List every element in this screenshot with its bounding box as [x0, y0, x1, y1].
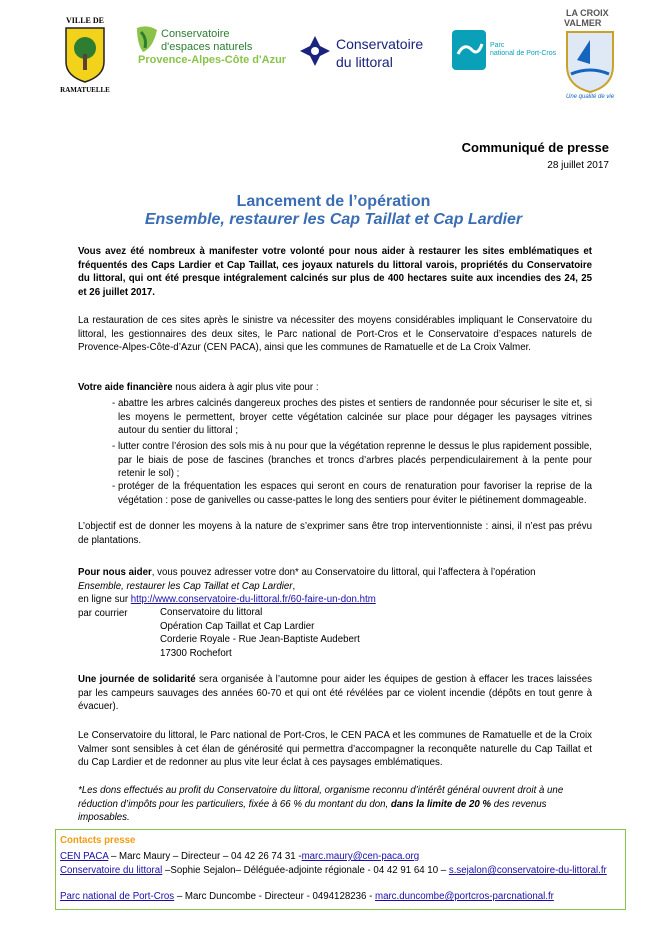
contact-details: – Marc Maury – Directeur – 04 42 26 74 31 - — [108, 851, 302, 862]
contact-details: –Sophie Sejalon– Déléguée-adjointe régionale - 04 42 91 64 10 – — [162, 865, 449, 876]
financial-aid-rest: nous aidera à agir plus vite pour : — [172, 382, 319, 393]
bullet-dash: - — [112, 441, 116, 452]
solidarity-rest: sera organisée à l’automne pour aider les équipes de gestion à effacer les traces laissées par les campeurs sauvages des années 60-70 et qui ont été révélées par ce violent incendie (dépôts en tout genre à évacuer). — [78, 674, 592, 712]
mail-label: par courrier — [78, 607, 128, 619]
financial-aid-bold: Votre aide financière — [78, 382, 173, 393]
mail-address — [160, 606, 360, 660]
donation-bold: Pour nous aider — [78, 567, 152, 578]
address-line: Opération Cap Taillat et Cap Lardier — [160, 620, 315, 632]
financial-aid-intro — [78, 381, 592, 395]
partners-paragraph: Le Conservatoire du littoral, le Parc national de Port-Cros, le CEN PACA et les communes de Ramatuelle et de la Croix Valmer sont sensibles à cet élan de générosité qui permettra d’accompagner la reconquête naturelle du Cap Taillat et du Cap Lardier et de redonner au plus vite leur éclat à ces paysages emblématiques. — [78, 730, 592, 768]
operation-comma: , — [292, 580, 296, 592]
bullet-text: protéger de la fréquentation les espaces qui seront en cours de renaturation pour favoriser la reprise de la végétation : pose de ganivelles ou casse-pattes le long des sentiers pour éviter le piétinement dommageable. — [118, 481, 592, 506]
cen-leaf-icon — [135, 24, 159, 54]
logo-bar — [0, 0, 667, 110]
contact-details: – Marc Duncombe - Directeur - 0494128236 - — [174, 891, 375, 902]
conservatoire-littoral-logo — [296, 30, 436, 74]
lcv-shield-icon — [565, 30, 615, 94]
contacts-heading: Contacts presse — [60, 835, 136, 846]
contact-conservatoire — [60, 865, 620, 877]
pnpc-text — [490, 42, 556, 58]
title-line1: Lancement de l’opération — [236, 193, 431, 210]
restoration-paragraph: La restauration de ces sites après le sinistre va nécessiter des moyens considérables impliquant le Conservatoire du littoral, les gestionnaires des deux sites, le Parc national de Port-Cros et le Conservatoire d’espaces naturels de Provence-Alpes-Côte-d’Azur (CEN PACA), ainsi que les communes de Ramatuelle et de La Croix Valmer. — [78, 315, 592, 353]
cen-line1: Conservatoire — [161, 28, 230, 40]
cen-line3: Provence-Alpes-Côte d'Azur — [138, 54, 287, 66]
ramatuelle-top-text: VILLE DE — [65, 16, 105, 25]
press-release-label: Communiqué de presse — [461, 140, 609, 155]
contact-org-link[interactable]: Parc national de Port-Cros — [60, 891, 175, 902]
parc-national-port-cros-logo — [452, 28, 557, 76]
footnote-end: des revenus imposables. — [78, 798, 547, 823]
address-line: Corderie Royale - Rue Jean-Baptiste Audebert — [160, 634, 360, 645]
contact-email-link[interactable]: marc.duncombe@portcros-parcnational.fr — [375, 891, 554, 902]
ramatuelle-bottom-text: RAMATUELLE — [60, 86, 110, 94]
bullet-text: abattre les arbres calcinés dangereux proches des pistes et sentiers de randonnée pour sécuriser le site et, si les moyens le permettent, broyer cette végétation calcinée sur place pour dégager les paysages vitrines autour du sentier du littoral ; — [118, 398, 592, 436]
donation-rest: , vous pouvez adresser votre don* au Conservatoire du littoral, qui l’affectera à l’opération — [151, 567, 536, 578]
bullet-dash: - — [112, 398, 116, 409]
address-line: Conservatoire du littoral — [160, 607, 263, 618]
pnpc-wave-icon — [452, 28, 488, 72]
address-line: 17300 Rochefort — [160, 647, 232, 659]
footnote-bold: dans la limite de 20 % — [390, 798, 492, 810]
pnpc-line1: Parc — [490, 42, 505, 49]
solidarity-bold: Une journée de solidarité — [78, 674, 196, 685]
cdl-flower-icon — [298, 34, 332, 68]
lcv-line2: VALMER — [564, 18, 602, 28]
donation-link[interactable]: http://www.conservatoire-du-littoral.fr/60-faire-un-don.htm — [130, 594, 376, 605]
online-label: en ligne sur — [78, 594, 131, 605]
title-line2: Ensemble, restaurer les Cap Taillat et Cap Lardier — [144, 211, 523, 228]
pnpc-line2: national de Port-Cros — [490, 50, 557, 57]
bullet-dash: - — [112, 481, 116, 492]
tax-footnote — [78, 784, 592, 825]
contact-org-link[interactable]: Conservatoire du littoral — [60, 865, 163, 876]
contact-email-link[interactable]: marc.maury@cen-paca.org — [301, 851, 420, 862]
cdl-line1: Conservatoire — [336, 36, 424, 52]
cen-paca-logo — [135, 22, 285, 72]
bullet-item — [112, 480, 592, 507]
solidarity-day-paragraph — [78, 673, 592, 714]
contact-cen-paca — [60, 851, 620, 863]
cdl-line2: du littoral — [336, 54, 393, 70]
press-date: 28 juillet 2017 — [547, 160, 609, 171]
objective-paragraph: L’objectif est de donner les moyens à la nature de s’exprimer sans être trop interventionniste : ainsi, il n’est pas prévu de plantations. — [78, 521, 592, 546]
bullet-item — [112, 397, 592, 438]
bullet-text: lutter contre l’érosion des sols mis à nu pour que la végétation reprenne le dessus le plus rapidement possible, par le biais de pose de fascines (branches et troncs d’arbres placés perpendiculairement à la pente pour retenir le sol) ; — [118, 441, 592, 479]
lcv-slogan: Une qualité de vie — [566, 94, 615, 100]
operation-name: Ensemble, restaurer les Cap Taillat et Cap Lardier — [78, 580, 293, 592]
contact-port-cros — [60, 891, 620, 903]
footnote-start: *Les dons effectués au profit du Conservatoire du littoral, organisme reconnu d’intérêt général ouvrent droit à une réduction d’impôts pour les particuliers, fixée à 66 % du montant du don, — [78, 785, 564, 810]
contact-email-link[interactable]: s.sejalon@conservatoire-du-littoral.fr — [448, 865, 607, 876]
lcv-line1: LA CROIX — [566, 8, 609, 18]
press-contacts-box — [55, 829, 626, 910]
contact-org-link[interactable]: CEN PACA — [60, 851, 109, 862]
bullet-item — [112, 440, 592, 481]
ramatuelle-logo — [52, 14, 118, 94]
cen-line2: d'espaces naturels — [161, 41, 253, 53]
la-croix-valmer-logo — [560, 8, 620, 104]
intro-paragraph: Vous avez été nombreux à manifester votre volonté pour nous aider à restaurer les sites emblématiques et fréquentés des Caps Lardier et Cap Taillat, ces joyaux naturels du littoral varois, propriétés du Conservatoire du littoral, qui ont été presque intégralement calcinés sur plus de 400 hectares suite aux incendies des 24, 25 et 26 juillet 2017. — [78, 246, 592, 298]
